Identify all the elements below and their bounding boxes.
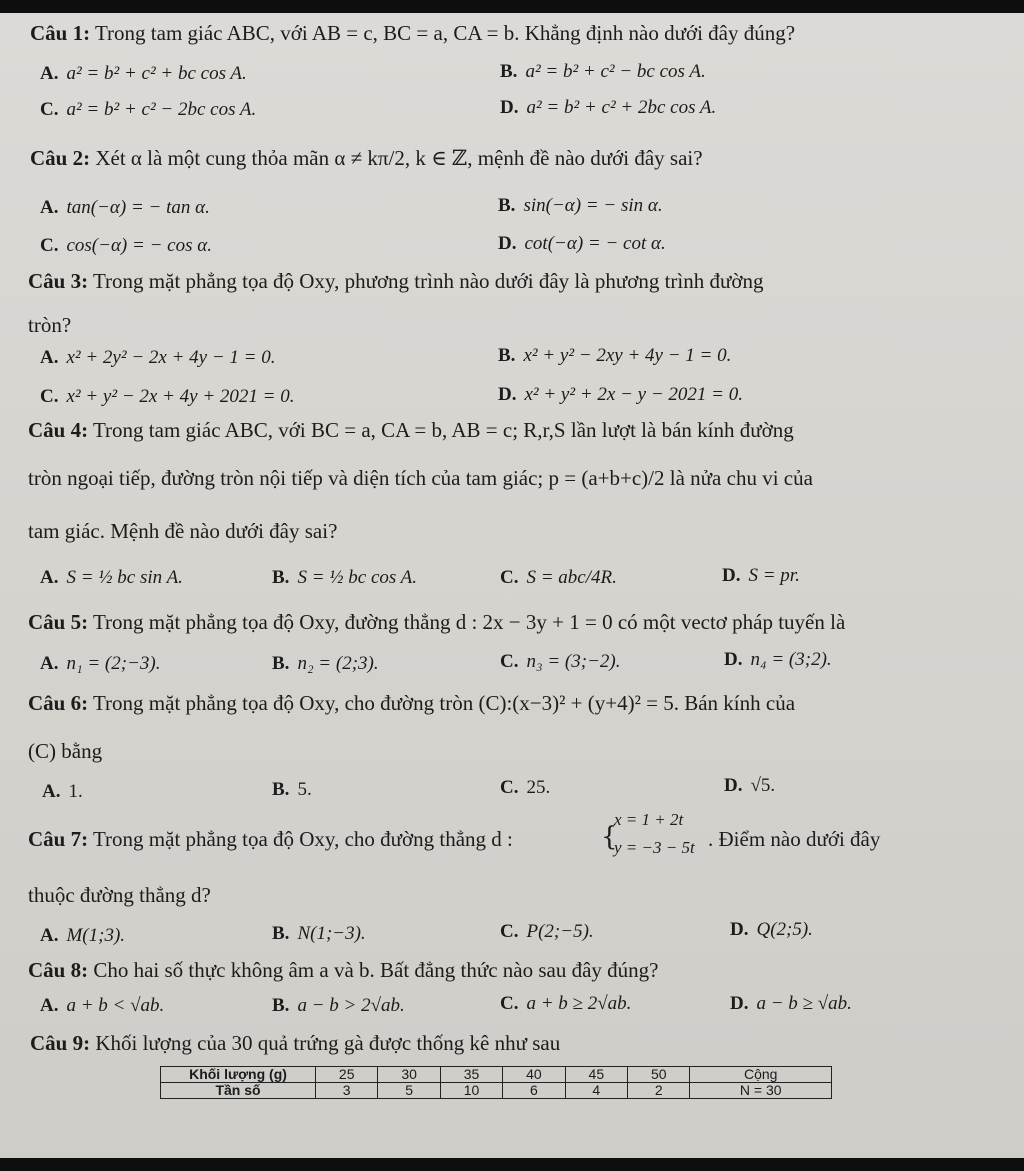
q7-option-d [730, 918, 813, 942]
question-7 [28, 826, 513, 852]
question-9-text: Khối lượng của 30 quả trứng gà được thống kê như sau [95, 1031, 561, 1055]
table-cell: 6 [503, 1083, 565, 1099]
question-2 [30, 145, 703, 171]
question-7-text-b: . Điểm nào dưới đây [708, 827, 881, 851]
q5-option-b [272, 652, 379, 676]
q7-option-b [272, 922, 366, 946]
table-cell: 4 [565, 1083, 627, 1099]
question-4-text: Trong tam giác ABC, với BC = a, CA = b, AB = c; R,r,S lần lượt là bán kính đường [92, 418, 794, 442]
question-1-text: Trong tam giác ABC, với AB = c, BC = a, CA = b. Khẳng định nào dưới đây đúng? [94, 21, 796, 45]
q8-option-b [272, 994, 405, 1018]
q7-system-line-2: y = −3 − 5t [614, 838, 695, 857]
option-key: A. [40, 347, 59, 368]
q8-option-c [500, 992, 631, 1016]
q7-option-c [500, 920, 594, 944]
bottom-dark-band [0, 1158, 1024, 1171]
q5-option-c [500, 650, 620, 674]
question-8-label: Câu 8: [28, 958, 89, 982]
question-7-text: Trong mặt phẳng tọa độ Oxy, cho đường thẳng d : [92, 827, 513, 851]
option-key: D. [724, 775, 743, 796]
q7-system-line-1: x = 1 + 2t [614, 810, 684, 829]
q4-option-b [272, 566, 417, 590]
table-row [161, 1083, 832, 1099]
q5-option-a-text: n₁ = (2;−3). [66, 653, 161, 674]
option-key: A. [40, 197, 59, 218]
question-2-text: Xét α là một cung thỏa mãn α ≠ kπ/2, k ∈ ℤ, mệnh đề nào dưới đây sai? [95, 146, 703, 170]
question-4 [28, 417, 794, 443]
q2-option-c-text: cos(−α) = − cos α. [66, 235, 212, 256]
question-3-cont: tròn? [28, 313, 72, 337]
table-cell: 10 [440, 1083, 502, 1099]
option-key: B. [272, 567, 290, 588]
q8-option-d [730, 992, 852, 1016]
q2-option-b [498, 194, 663, 218]
question-2-label: Câu 2: [30, 146, 91, 170]
q3-option-b [498, 344, 731, 368]
table-cell: 35 [440, 1067, 502, 1083]
q4-option-c [500, 566, 617, 590]
question-5-label: Câu 5: [28, 610, 89, 634]
option-key: A. [40, 567, 59, 588]
option-key: A. [40, 63, 59, 84]
option-key: D. [730, 919, 749, 940]
option-key: D. [498, 233, 517, 254]
q6-option-a [42, 780, 83, 804]
option-key: B. [272, 923, 290, 944]
option-key: C. [500, 651, 519, 672]
question-5 [28, 609, 845, 635]
q3-option-c [40, 385, 294, 409]
table-cell: 45 [565, 1067, 627, 1083]
option-key: C. [500, 921, 519, 942]
option-key: C. [40, 235, 59, 256]
system-brace: { [601, 822, 618, 852]
option-key: D. [722, 565, 741, 586]
q3-option-a-text: x² + 2y² − 2x + 4y − 1 = 0. [66, 347, 276, 368]
q1-option-a [40, 62, 247, 86]
question-9 [30, 1030, 560, 1056]
question-1-label: Câu 1: [30, 21, 91, 45]
q3-option-b-text: x² + y² − 2xy + 4y − 1 = 0. [523, 345, 732, 366]
q6-option-b-text: 5. [297, 779, 312, 800]
q6-option-d [724, 774, 775, 798]
q1-option-d [500, 96, 716, 120]
option-key: B. [272, 779, 290, 800]
table-cell: 25 [316, 1067, 378, 1083]
option-key: C. [500, 567, 519, 588]
q3-option-d-text: x² + y² + 2x − y − 2021 = 0. [524, 384, 743, 405]
q2-option-a-text: tan(−α) = − tan α. [66, 197, 210, 218]
q8-option-c-text: a + b ≥ 2√ab. [526, 993, 632, 1014]
q6-option-c-text: 25. [526, 777, 551, 798]
q2-option-d-text: cot(−α) = − cot α. [524, 233, 666, 254]
option-key: B. [498, 345, 516, 366]
table-cell: Khối lượng (g) [161, 1067, 316, 1083]
option-key: D. [498, 384, 517, 405]
table-row [161, 1067, 832, 1083]
q1-option-b-text: a² = b² + c² − bc cos A. [525, 61, 706, 82]
option-key: A. [40, 653, 59, 674]
q1-option-d-text: a² = b² + c² + 2bc cos A. [526, 97, 717, 118]
question-9-label: Câu 9: [30, 1031, 91, 1055]
question-7-label: Câu 7: [28, 827, 89, 851]
option-key: A. [40, 995, 59, 1016]
q2-option-d [498, 232, 666, 256]
option-key: A. [42, 781, 61, 802]
q5-option-d-text: n₄ = (3;2). [750, 649, 832, 670]
table-cell: 50 [628, 1067, 690, 1083]
q8-option-a [40, 994, 164, 1018]
q8-option-b-text: a − b > 2√ab. [297, 995, 405, 1016]
q8-option-d-text: a − b ≥ √ab. [756, 993, 852, 1014]
q4-option-a [40, 566, 183, 590]
question-8-text: Cho hai số thực không âm a và b. Bất đẳng thức nào sau đây đúng? [93, 958, 659, 982]
option-key: D. [500, 97, 519, 118]
q2-option-a [40, 196, 210, 220]
option-key: C. [500, 993, 519, 1014]
q1-option-b [500, 60, 706, 84]
table-cell: Cộng [690, 1067, 832, 1083]
question-1 [30, 20, 795, 46]
q5-option-d [724, 648, 832, 672]
q2-option-b-text: sin(−α) = − sin α. [523, 195, 663, 216]
question-6-cont: (C) bằng [28, 739, 103, 763]
question-3-text: Trong mặt phẳng tọa độ Oxy, phương trình nào dưới đây là phương trình đường [92, 269, 764, 293]
q2-option-c [40, 234, 212, 258]
table-cell: 40 [503, 1067, 565, 1083]
q4-option-b-text: S = ½ bc cos A. [297, 567, 418, 588]
q7-option-a-text: M(1;3). [66, 925, 126, 946]
q7-option-a [40, 924, 125, 948]
table-cell: 3 [316, 1083, 378, 1099]
q6-option-d-text: √5. [750, 775, 776, 796]
option-key: D. [730, 993, 749, 1014]
question-6 [28, 690, 795, 716]
q1-option-c-text: a² = b² + c² − 2bc cos A. [66, 99, 257, 120]
q6-option-b [272, 778, 312, 802]
q7-option-d-text: Q(2;5). [756, 919, 813, 940]
option-key: A. [40, 925, 59, 946]
option-key: C. [500, 777, 519, 798]
table-cell: 30 [378, 1067, 440, 1083]
q7-option-b-text: N(1;−3). [297, 923, 366, 944]
q3-option-c-text: x² + y² − 2x + 4y + 2021 = 0. [66, 386, 295, 407]
q4-option-c-text: S = abc/4R. [526, 567, 617, 588]
q6-option-c [500, 776, 550, 800]
option-key: B. [500, 61, 518, 82]
question-7-cont: thuộc đường thẳng d? [28, 883, 211, 907]
q4-option-d [722, 564, 800, 588]
q3-option-d [498, 383, 743, 407]
frequency-table [160, 1066, 832, 1099]
q7-option-c-text: P(2;−5). [526, 921, 594, 942]
q3-option-a [40, 346, 275, 370]
question-5-text: Trong mặt phẳng tọa độ Oxy, đường thẳng d : 2x − 3y + 1 = 0 có một vectơ pháp tuyến là [92, 610, 846, 634]
option-key: C. [40, 99, 59, 120]
top-dark-band [0, 0, 1024, 13]
q5-option-a [40, 652, 160, 676]
question-4-text3: tam giác. Mệnh đề nào dưới đây sai? [28, 519, 338, 543]
option-key: D. [724, 649, 743, 670]
question-4-label: Câu 4: [28, 418, 89, 442]
question-4-cont: tròn ngoại tiếp, đường tròn nội tiếp và diện tích của tam giác; p = (a+b+c)/2 là nửa chu vi của [28, 466, 813, 490]
q1-option-c [40, 98, 256, 122]
option-key: B. [272, 653, 290, 674]
question-6-text: Trong mặt phẳng tọa độ Oxy, cho đường tròn (C):(x−3)² + (y+4)² = 5. Bán kính của [92, 691, 796, 715]
question-8 [28, 957, 659, 983]
table-cell: 2 [628, 1083, 690, 1099]
table-cell: N = 30 [690, 1083, 832, 1099]
q4-option-d-text: S = pr. [748, 565, 800, 586]
q5-option-c-text: n₃ = (3;−2). [526, 651, 621, 672]
option-key: C. [40, 386, 59, 407]
table-cell: 5 [378, 1083, 440, 1099]
question-4-cont2 [28, 518, 337, 544]
q1-option-a-text: a² = b² + c² + bc cos A. [66, 63, 247, 84]
table-cell: Tần số [161, 1083, 316, 1099]
q6-option-a-text: 1. [68, 781, 83, 802]
q8-option-a-text: a + b < √ab. [66, 995, 165, 1016]
question-6-label: Câu 6: [28, 691, 89, 715]
q5-option-b-text: n₂ = (2;3). [297, 653, 379, 674]
option-key: B. [498, 195, 516, 216]
q4-option-a-text: S = ½ bc sin A. [66, 567, 183, 588]
question-3-label: Câu 3: [28, 269, 89, 293]
option-key: B. [272, 995, 290, 1016]
question-3 [28, 268, 763, 294]
